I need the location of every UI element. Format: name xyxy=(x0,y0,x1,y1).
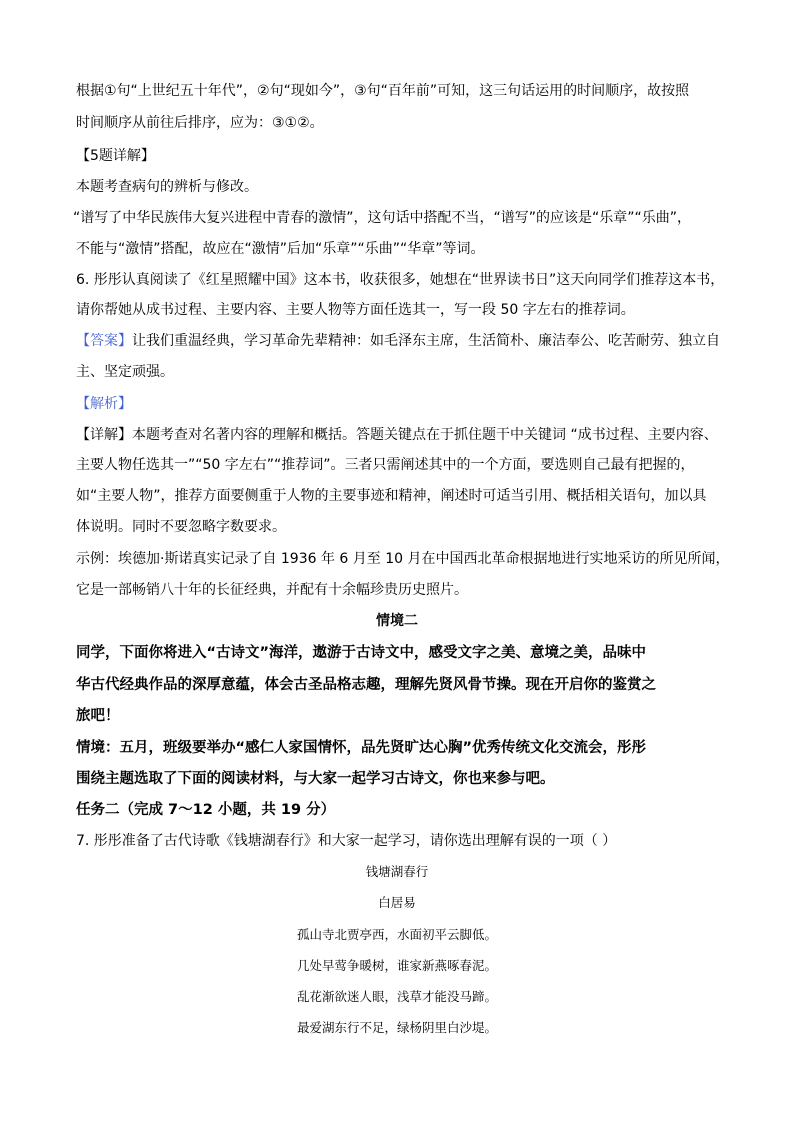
context-line: 情境：五月，班级要举办“感仁人家国情怀，品先贤旷达心胸”优秀传统文化交流会，彤彤 xyxy=(76,740,647,756)
poem-line: 最爱湖东行不足，绿杨阴里白沙堤。 xyxy=(296,1020,497,1035)
paragraph-line: 【详解】本题考查对名著内容的理解和概括。答题关键点在于抓住题干中关键词 “成书过程、主要内容、 xyxy=(76,427,718,443)
section-title: 情境二 xyxy=(376,613,418,629)
paragraph-line: 根据①句“上世纪五十年代”，②句“现如今”，③句“百年前”可知，这三句话运用的时间顺序，故按照 xyxy=(76,83,690,99)
intro-line: 同学，下面你将进入“古诗文”海洋，遨游于古诗文中，感受文字之美、意境之美，品味中 xyxy=(76,645,647,661)
paragraph-line: 不能与“激情”搭配，故应在“激情”后加“乐章”“乐曲”“华章”等词。 xyxy=(76,241,485,257)
poem-author: 白居易 xyxy=(378,895,416,910)
question-6: 6. 彤彤认真阅读了《红星照耀中国》这本书，收获很多，她想在“世界读书日”这天向同学们推荐这本书， xyxy=(76,272,725,288)
poem-title: 钱塘湖春行 xyxy=(365,864,429,879)
paragraph-line: 时间顺序从前往后排序，应为：③①②。 xyxy=(76,115,324,131)
paragraph-line: 体说明。同时不要忽略字数要求。 xyxy=(76,519,286,535)
paragraph-line: 示例：埃德加·斯诺真实记录了自 1936 年 6 月至 10 月在中国西北革命根据地进行实地采访的所见所闻， xyxy=(76,551,730,567)
paragraph-line: 如“主要人物”，推荐方面要侧重于人物的主要事迹和精神，阐述时可适当引用、概括相关语句，加以具 xyxy=(76,488,707,504)
poem-line: 孤山寺北贾亭西，水面初平云脚低。 xyxy=(296,927,497,942)
poem-line: 几处早莺争暖树，谁家新燕啄春泥。 xyxy=(296,958,497,973)
answer-text: 让我们重温经典，学习革命先辈精神：如毛泽东主席，生活简朴、廉洁奉公、吃苦耐劳、独立自 xyxy=(132,333,720,349)
intro-line: 华古代经典作品的深厚意蕴，体会古圣品格志趣，理解先贤风骨节操。现在开启你的鉴赏之 xyxy=(76,677,656,693)
analysis-tag: 【解析】 xyxy=(76,396,132,412)
paragraph-line: “谱写了中华民族伟大复兴进程中青春的激情”，这句话中搭配不当，“谱写”的应该是“乐章”“乐曲”， xyxy=(73,210,692,226)
paragraph-line: 主要人物任选其一”“50 字左右”“推荐词”。三者只需阐述其中的一个方面，要选则自己最有把握的， xyxy=(76,457,695,473)
paragraph-line: 主、坚定顽强。 xyxy=(76,364,174,380)
q5-header: 【5题详解】 xyxy=(76,148,155,164)
task-heading: 任务二（完成 7～12 小题，共 19 分） xyxy=(76,802,336,818)
poem-line: 乱花渐欲迷人眼，浅草才能没马蹄。 xyxy=(296,989,497,1004)
question-7: 7. 彤彤准备了古代诗歌《钱塘湖春行》和大家一起学习，请你选出理解有误的一项（ ） xyxy=(76,833,617,849)
paragraph-line: 它是一部畅销八十年的长征经典，并配有十余幅珍贵历史照片。 xyxy=(76,582,468,598)
context-line: 围绕主题选取了下面的阅读材料，与大家一起学习古诗文，你也来参与吧。 xyxy=(76,771,555,787)
answer-tag: 【答案】 xyxy=(76,333,132,349)
paragraph-line: 请你帮她从成书过程、主要内容、主要人物等方面任选其一，写一段 50 字左右的推荐词。 xyxy=(76,302,635,318)
answer-line xyxy=(76,331,726,351)
intro-line: 旅吧！ xyxy=(76,708,120,724)
paragraph-line: 本题考查病句的辨析与修改。 xyxy=(76,179,258,195)
